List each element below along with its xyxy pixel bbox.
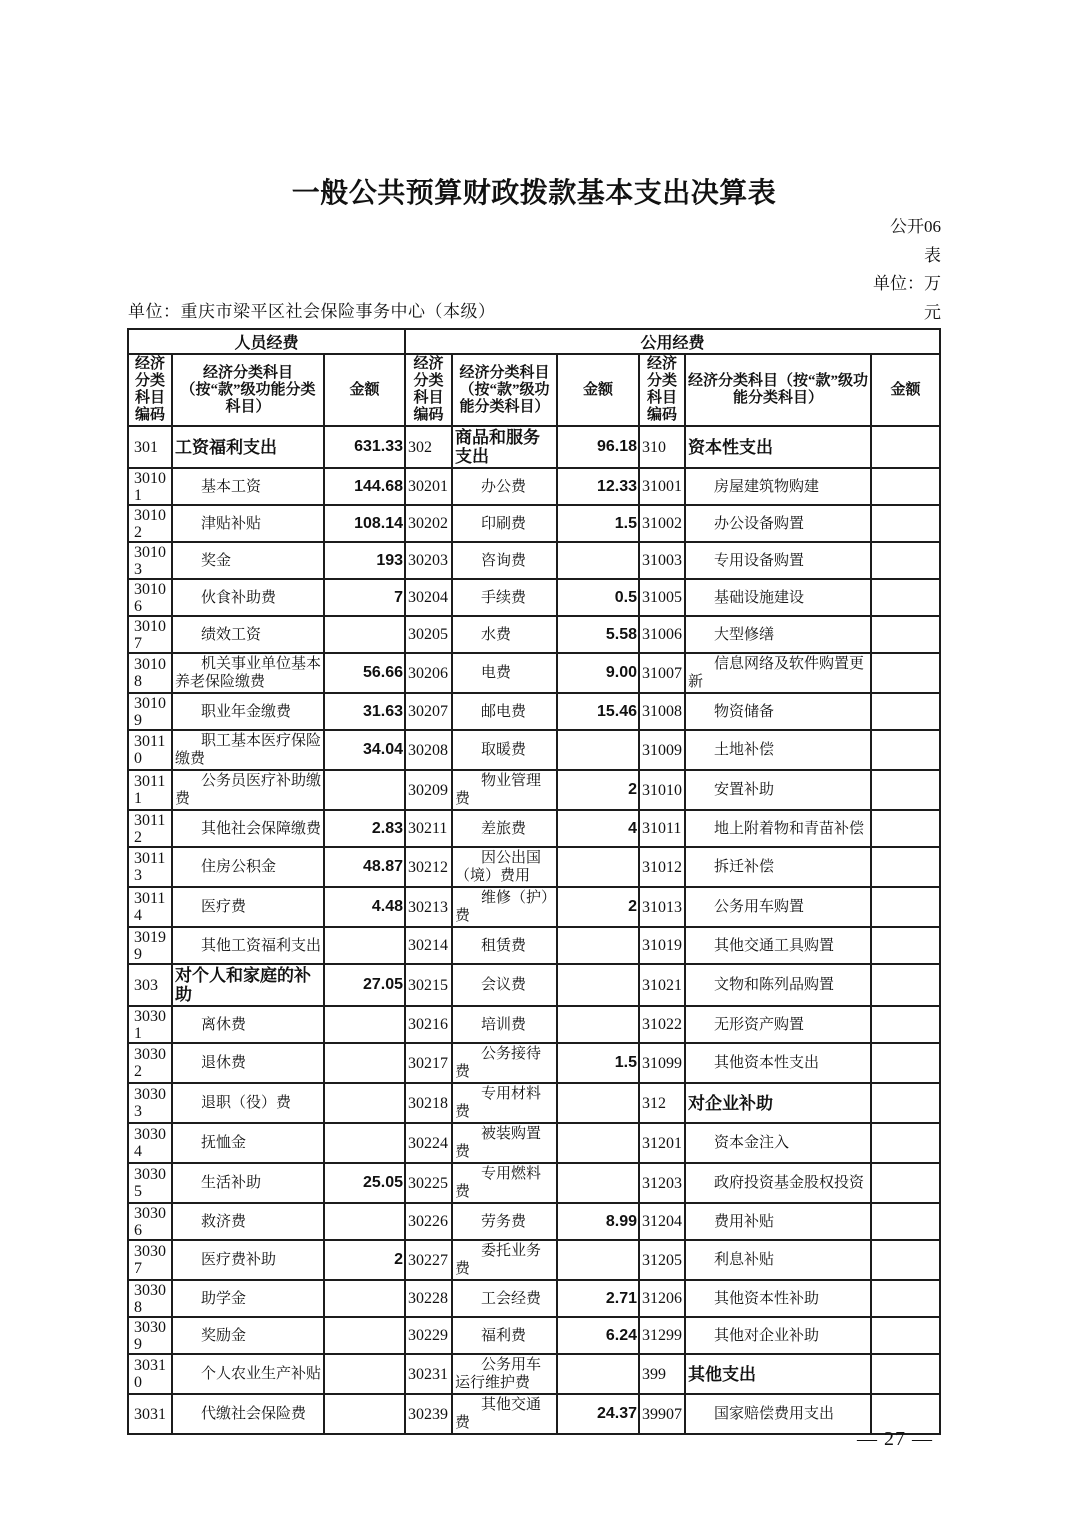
cell-name: 文物和陈列品购置 xyxy=(685,964,871,1006)
table-row xyxy=(128,1203,940,1240)
cell-name: 房屋建筑物购建 xyxy=(685,468,871,505)
col-header-subject: 经济分类科目（按“款”级功能分类科目） xyxy=(172,354,324,426)
expenditure-table xyxy=(127,328,941,1435)
cell-amount xyxy=(324,1043,405,1083)
column-header-row xyxy=(128,354,940,426)
table-body xyxy=(128,426,940,1434)
cell-amount xyxy=(871,1280,940,1317)
cell-code: 30201 xyxy=(405,468,452,505)
cell-code: 30305 xyxy=(128,1163,172,1203)
cell-name: 物业管理费 xyxy=(452,770,557,810)
cell-code: 30301 xyxy=(128,1006,172,1043)
cell-amount xyxy=(871,1083,940,1123)
cell-amount: 7 xyxy=(324,579,405,616)
cell-code: 30211 xyxy=(405,810,452,847)
cell-amount: 6.24 xyxy=(557,1317,639,1354)
cell-amount xyxy=(557,730,639,770)
cell-code: 39907 xyxy=(639,1394,685,1434)
cell-name: 退休费 xyxy=(172,1043,324,1083)
cell-code: 303 xyxy=(128,964,172,1006)
cell-code: 30110 xyxy=(128,730,172,770)
cell-name: 工资福利支出 xyxy=(172,426,324,468)
cell-name: 公务用车运行维护费 xyxy=(452,1354,557,1394)
cell-amount: 48.87 xyxy=(324,847,405,887)
cell-name: 费用补贴 xyxy=(685,1203,871,1240)
cell-code: 31005 xyxy=(639,579,685,616)
cell-amount: 27.05 xyxy=(324,964,405,1006)
cell-code: 301 xyxy=(128,426,172,468)
cell-name: 国家赔偿费用支出 xyxy=(685,1394,871,1434)
col-header-code: 经济分类科目编码 xyxy=(128,354,172,426)
cell-name: 对企业补助 xyxy=(685,1083,871,1123)
cell-name: 离休费 xyxy=(172,1006,324,1043)
cell-amount: 25.05 xyxy=(324,1163,405,1203)
cell-code: 31019 xyxy=(639,927,685,964)
cell-code: 30208 xyxy=(405,730,452,770)
table-row xyxy=(128,1317,940,1354)
cell-name: 其他支出 xyxy=(685,1354,871,1394)
cell-code: 3031 xyxy=(128,1394,172,1434)
cell-amount xyxy=(557,1083,639,1123)
cell-code: 30231 xyxy=(405,1354,452,1394)
cell-amount xyxy=(871,579,940,616)
table-row xyxy=(128,964,940,1006)
cell-code: 30108 xyxy=(128,653,172,693)
cell-code: 31013 xyxy=(639,887,685,927)
cell-code: 30107 xyxy=(128,616,172,653)
cell-name: 医疗费 xyxy=(172,887,324,927)
cell-code: 30214 xyxy=(405,927,452,964)
table-row xyxy=(128,730,940,770)
cell-amount xyxy=(324,1083,405,1123)
cell-amount xyxy=(871,1006,940,1043)
cell-name: 基本工资 xyxy=(172,468,324,505)
cell-name: 个人农业生产补贴 xyxy=(172,1354,324,1394)
cell-code: 30209 xyxy=(405,770,452,810)
cell-code: 31021 xyxy=(639,964,685,1006)
cell-name: 津贴补贴 xyxy=(172,505,324,542)
cell-name: 手续费 xyxy=(452,579,557,616)
cell-amount xyxy=(871,810,940,847)
cell-amount xyxy=(557,1354,639,1394)
doc-code-block xyxy=(873,213,941,327)
cell-code: 30205 xyxy=(405,616,452,653)
cell-code: 30304 xyxy=(128,1123,172,1163)
cell-name: 助学金 xyxy=(172,1280,324,1317)
cell-amount xyxy=(871,426,940,468)
cell-code: 399 xyxy=(639,1354,685,1394)
cell-amount xyxy=(871,1043,940,1083)
cell-name: 其他对企业补助 xyxy=(685,1317,871,1354)
cell-name: 印刷费 xyxy=(452,505,557,542)
cell-code: 30102 xyxy=(128,505,172,542)
cell-code: 30112 xyxy=(128,810,172,847)
table-row xyxy=(128,1394,940,1434)
cell-amount: 96.18 xyxy=(557,426,639,468)
table-row xyxy=(128,579,940,616)
cell-name: 其他交通费 xyxy=(452,1394,557,1434)
cell-amount: 0.5 xyxy=(557,579,639,616)
cell-code: 30206 xyxy=(405,653,452,693)
cell-code: 30217 xyxy=(405,1043,452,1083)
cell-name: 生活补助 xyxy=(172,1163,324,1203)
cell-name: 机关事业单位基本养老保险缴费 xyxy=(172,653,324,693)
cell-amount xyxy=(871,1354,940,1394)
cell-code: 30101 xyxy=(128,468,172,505)
cell-amount xyxy=(324,1123,405,1163)
cell-code: 31007 xyxy=(639,653,685,693)
cell-name: 拆迁补偿 xyxy=(685,847,871,887)
cell-code: 30239 xyxy=(405,1394,452,1434)
cell-name: 专用设备购置 xyxy=(685,542,871,579)
cell-name: 被装购置费 xyxy=(452,1123,557,1163)
cell-name: 专用材料费 xyxy=(452,1083,557,1123)
cell-amount xyxy=(557,1163,639,1203)
cell-name: 地上附着物和青苗补偿 xyxy=(685,810,871,847)
col-header-amount: 金额 xyxy=(557,354,639,426)
table-row xyxy=(128,1280,940,1317)
cell-code: 30203 xyxy=(405,542,452,579)
cell-code: 31008 xyxy=(639,693,685,730)
cell-name: 培训费 xyxy=(452,1006,557,1043)
col-header-amount: 金额 xyxy=(871,354,940,426)
cell-code: 310 xyxy=(639,426,685,468)
cell-amount xyxy=(871,1240,940,1280)
cell-code: 31002 xyxy=(639,505,685,542)
cell-code: 31003 xyxy=(639,542,685,579)
cell-name: 因公出国（境）费用 xyxy=(452,847,557,887)
cell-code: 30309 xyxy=(128,1317,172,1354)
cell-code: 30207 xyxy=(405,693,452,730)
cell-name: 物资储备 xyxy=(685,693,871,730)
group-header-row xyxy=(128,329,940,354)
cell-name: 办公费 xyxy=(452,468,557,505)
cell-amount: 2 xyxy=(324,1240,405,1280)
col-header-amount: 金额 xyxy=(324,354,405,426)
cell-amount: 12.33 xyxy=(557,468,639,505)
cell-amount: 15.46 xyxy=(557,693,639,730)
reporting-unit: 单位：重庆市梁平区社会保险事务中心（本级） xyxy=(128,302,496,321)
cell-code: 31203 xyxy=(639,1163,685,1203)
cell-code: 31099 xyxy=(639,1043,685,1083)
cell-amount xyxy=(871,616,940,653)
cell-amount xyxy=(871,1203,940,1240)
cell-code: 30106 xyxy=(128,579,172,616)
cell-code: 31006 xyxy=(639,616,685,653)
cell-name: 邮电费 xyxy=(452,693,557,730)
cell-amount: 108.14 xyxy=(324,505,405,542)
cell-amount xyxy=(871,770,940,810)
cell-amount xyxy=(324,770,405,810)
cell-name: 资本性支出 xyxy=(685,426,871,468)
table-row xyxy=(128,468,940,505)
cell-amount: 56.66 xyxy=(324,653,405,693)
cell-name: 绩效工资 xyxy=(172,616,324,653)
table-row xyxy=(128,1006,940,1043)
cell-code: 30212 xyxy=(405,847,452,887)
table-row xyxy=(128,927,940,964)
cell-amount: 24.37 xyxy=(557,1394,639,1434)
cell-code: 31204 xyxy=(639,1203,685,1240)
cell-amount xyxy=(324,1203,405,1240)
cell-name: 职业年金缴费 xyxy=(172,693,324,730)
cell-name: 无形资产购置 xyxy=(685,1006,871,1043)
cell-amount xyxy=(324,927,405,964)
cell-amount xyxy=(871,927,940,964)
group-header-personnel: 人员经费 xyxy=(128,329,405,354)
cell-name: 维修（护）费 xyxy=(452,887,557,927)
cell-code: 30216 xyxy=(405,1006,452,1043)
cell-name: 退职（役）费 xyxy=(172,1083,324,1123)
cell-code: 31009 xyxy=(639,730,685,770)
cell-name: 水费 xyxy=(452,616,557,653)
table-row xyxy=(128,1083,940,1123)
cell-amount xyxy=(871,964,940,1006)
page-number: — 27 — xyxy=(857,1428,933,1450)
cell-name: 商品和服务支出 xyxy=(452,426,557,468)
cell-code: 302 xyxy=(405,426,452,468)
cell-name: 安置补助 xyxy=(685,770,871,810)
cell-amount: 5.58 xyxy=(557,616,639,653)
cell-name: 资本金注入 xyxy=(685,1123,871,1163)
cell-code: 31206 xyxy=(639,1280,685,1317)
cell-code: 312 xyxy=(639,1083,685,1123)
table-row xyxy=(128,1163,940,1203)
cell-name: 工会经费 xyxy=(452,1280,557,1317)
cell-amount: 193 xyxy=(324,542,405,579)
cell-code: 30306 xyxy=(128,1203,172,1240)
cell-code: 30226 xyxy=(405,1203,452,1240)
cell-code: 31201 xyxy=(639,1123,685,1163)
table-row xyxy=(128,542,940,579)
cell-name: 其他社会保障缴费 xyxy=(172,810,324,847)
table-row xyxy=(128,887,940,927)
cell-amount xyxy=(871,847,940,887)
cell-code: 30114 xyxy=(128,887,172,927)
cell-amount: 4 xyxy=(557,810,639,847)
cell-amount xyxy=(557,1006,639,1043)
cell-amount xyxy=(871,468,940,505)
cell-amount xyxy=(557,964,639,1006)
cell-amount xyxy=(324,1317,405,1354)
cell-amount xyxy=(871,693,940,730)
cell-name: 救济费 xyxy=(172,1203,324,1240)
table-row xyxy=(128,653,940,693)
cell-name: 土地补偿 xyxy=(685,730,871,770)
cell-code: 30215 xyxy=(405,964,452,1006)
cell-amount: 2 xyxy=(557,887,639,927)
cell-code: 31299 xyxy=(639,1317,685,1354)
cell-code: 30224 xyxy=(405,1123,452,1163)
cell-amount xyxy=(871,730,940,770)
cell-amount: 1.5 xyxy=(557,505,639,542)
cell-name: 基础设施建设 xyxy=(685,579,871,616)
table-row xyxy=(128,1043,940,1083)
cell-amount: 8.99 xyxy=(557,1203,639,1240)
cell-code: 30204 xyxy=(405,579,452,616)
cell-name: 福利费 xyxy=(452,1317,557,1354)
cell-code: 30111 xyxy=(128,770,172,810)
cell-code: 30109 xyxy=(128,693,172,730)
cell-amount xyxy=(324,1280,405,1317)
cell-name: 公务员医疗补助缴费 xyxy=(172,770,324,810)
table-row xyxy=(128,505,940,542)
table-row xyxy=(128,426,940,468)
cell-name: 公务用车购置 xyxy=(685,887,871,927)
cell-name: 伙食补助费 xyxy=(172,579,324,616)
cell-code: 30227 xyxy=(405,1240,452,1280)
cell-name: 咨询费 xyxy=(452,542,557,579)
group-header-public: 公用经费 xyxy=(405,329,940,354)
cell-code: 30229 xyxy=(405,1317,452,1354)
doc-code-line: 公开06 xyxy=(890,217,941,236)
table-row xyxy=(128,1123,940,1163)
cell-code: 30228 xyxy=(405,1280,452,1317)
table-row xyxy=(128,693,940,730)
cell-name: 会议费 xyxy=(452,964,557,1006)
cell-name: 代缴社会保险费 xyxy=(172,1394,324,1434)
col-header-subject: 经济分类科目（按“款”级功能分类科目） xyxy=(452,354,557,426)
cell-amount: 2 xyxy=(557,770,639,810)
cell-amount: 9.00 xyxy=(557,653,639,693)
cell-code: 30308 xyxy=(128,1280,172,1317)
table-row xyxy=(128,810,940,847)
cell-amount xyxy=(871,1163,940,1203)
cell-name: 利息补贴 xyxy=(685,1240,871,1280)
cell-name: 大型修缮 xyxy=(685,616,871,653)
unit-of-measure-line: 单位：万 xyxy=(873,274,941,293)
cell-amount: 1.5 xyxy=(557,1043,639,1083)
cell-amount xyxy=(871,1317,940,1354)
cell-amount: 34.04 xyxy=(324,730,405,770)
cell-amount: 4.48 xyxy=(324,887,405,927)
cell-amount: 2.71 xyxy=(557,1280,639,1317)
cell-name: 委托业务费 xyxy=(452,1240,557,1280)
cell-name: 取暖费 xyxy=(452,730,557,770)
cell-amount xyxy=(557,542,639,579)
cell-code: 31010 xyxy=(639,770,685,810)
cell-name: 其他资本性支出 xyxy=(685,1043,871,1083)
cell-amount xyxy=(557,847,639,887)
cell-code: 30302 xyxy=(128,1043,172,1083)
cell-amount xyxy=(324,1354,405,1394)
cell-code: 30307 xyxy=(128,1240,172,1280)
cell-name: 住房公积金 xyxy=(172,847,324,887)
cell-amount xyxy=(871,887,940,927)
cell-amount: 631.33 xyxy=(324,426,405,468)
cell-amount xyxy=(324,1006,405,1043)
table-row xyxy=(128,1240,940,1280)
cell-amount: 31.63 xyxy=(324,693,405,730)
cell-code: 30103 xyxy=(128,542,172,579)
cell-code: 31001 xyxy=(639,468,685,505)
cell-name: 其他交通工具购置 xyxy=(685,927,871,964)
col-header-code: 经济分类科目编码 xyxy=(639,354,685,426)
cell-name: 信息网络及软件购置更新 xyxy=(685,653,871,693)
cell-code: 31012 xyxy=(639,847,685,887)
cell-name: 政府投资基金股权投资 xyxy=(685,1163,871,1203)
cell-code: 30218 xyxy=(405,1083,452,1123)
cell-name: 对个人和家庭的补助 xyxy=(172,964,324,1006)
cell-amount xyxy=(871,653,940,693)
cell-code: 30213 xyxy=(405,887,452,927)
cell-name: 劳务费 xyxy=(452,1203,557,1240)
cell-code: 30303 xyxy=(128,1083,172,1123)
cell-amount xyxy=(871,1123,940,1163)
cell-name: 办公设备购置 xyxy=(685,505,871,542)
cell-code: 30199 xyxy=(128,927,172,964)
table-row xyxy=(128,847,940,887)
cell-amount xyxy=(324,1394,405,1434)
col-header-code: 经济分类科目编码 xyxy=(405,354,452,426)
cell-name: 其他工资福利支出 xyxy=(172,927,324,964)
cell-code: 30225 xyxy=(405,1163,452,1203)
cell-name: 电费 xyxy=(452,653,557,693)
cell-code: 31011 xyxy=(639,810,685,847)
cell-name: 其他资本性补助 xyxy=(685,1280,871,1317)
table-row xyxy=(128,1354,940,1394)
cell-name: 租赁费 xyxy=(452,927,557,964)
cell-amount xyxy=(557,1123,639,1163)
cell-amount: 2.83 xyxy=(324,810,405,847)
cell-code: 31022 xyxy=(639,1006,685,1043)
cell-name: 抚恤金 xyxy=(172,1123,324,1163)
cell-amount xyxy=(324,616,405,653)
cell-amount xyxy=(557,927,639,964)
cell-code: 30113 xyxy=(128,847,172,887)
page-title: 一般公共预算财政拨款基本支出决算表 xyxy=(291,178,777,209)
cell-code: 30310 xyxy=(128,1354,172,1394)
unit-of-measure-line: 元 xyxy=(924,302,941,322)
table-row xyxy=(128,616,940,653)
cell-amount xyxy=(871,542,940,579)
cell-name: 专用燃料费 xyxy=(452,1163,557,1203)
cell-name: 公务接待费 xyxy=(452,1043,557,1083)
col-header-subject: 经济分类科目（按“款”级功能分类科目） xyxy=(685,354,871,426)
cell-name: 医疗费补助 xyxy=(172,1240,324,1280)
cell-name: 职工基本医疗保险缴费 xyxy=(172,730,324,770)
table-row xyxy=(128,770,940,810)
cell-amount xyxy=(871,505,940,542)
cell-name: 奖励金 xyxy=(172,1317,324,1354)
cell-code: 31205 xyxy=(639,1240,685,1280)
cell-name: 差旅费 xyxy=(452,810,557,847)
cell-amount: 144.68 xyxy=(324,468,405,505)
cell-amount xyxy=(557,1240,639,1280)
cell-code: 30202 xyxy=(405,505,452,542)
doc-code-line: 表 xyxy=(924,245,941,265)
cell-name: 奖金 xyxy=(172,542,324,579)
